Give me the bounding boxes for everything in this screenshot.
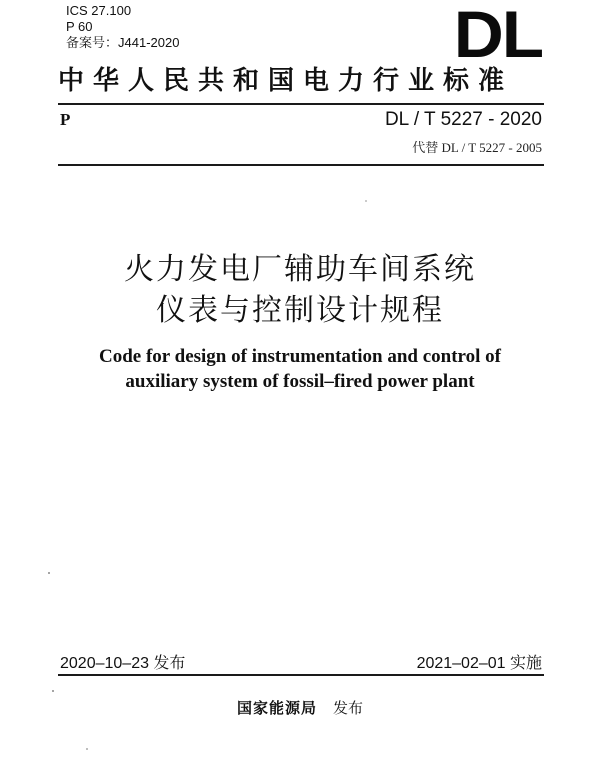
ics-code: ICS 27.100: [66, 3, 132, 18]
issuer-action: 发布: [333, 699, 364, 717]
scan-speck: [52, 690, 54, 692]
effective-date: 2021–02–01 实施: [416, 655, 542, 672]
top-rule: [58, 103, 544, 105]
scan-speck: [365, 200, 367, 202]
standard-number: DL / T 5227 - 2020: [384, 109, 542, 130]
category-letter: P: [60, 110, 71, 129]
issuer-line: [0, 697, 600, 718]
ccs-code: P 60: [66, 19, 93, 34]
issue-date: 2020–10–23 发布: [60, 655, 186, 672]
issuer-org: 国家能源局: [236, 699, 317, 717]
record-number: 备案号：J441-2020: [66, 35, 180, 50]
scan-speck: [86, 748, 88, 750]
scan-speck: [48, 572, 50, 574]
second-rule: [58, 164, 544, 166]
title-zh-line2: 仪表与控制设计规程: [156, 293, 444, 328]
bottom-rule: [58, 674, 544, 676]
replaces-standard: 代替 DL / T 5227 - 2005: [412, 140, 542, 155]
industry-standard-title: 中华人民共和国电力行业标准: [58, 66, 514, 96]
title-en-line1: Code for design of instrumentation and control of: [98, 346, 501, 367]
title-en-line2: auxiliary system of fossil–fired power plant: [125, 371, 475, 392]
dl-logo: DL: [453, 0, 542, 71]
title-zh-line1: 火力发电厂辅助车间系统: [124, 252, 476, 287]
